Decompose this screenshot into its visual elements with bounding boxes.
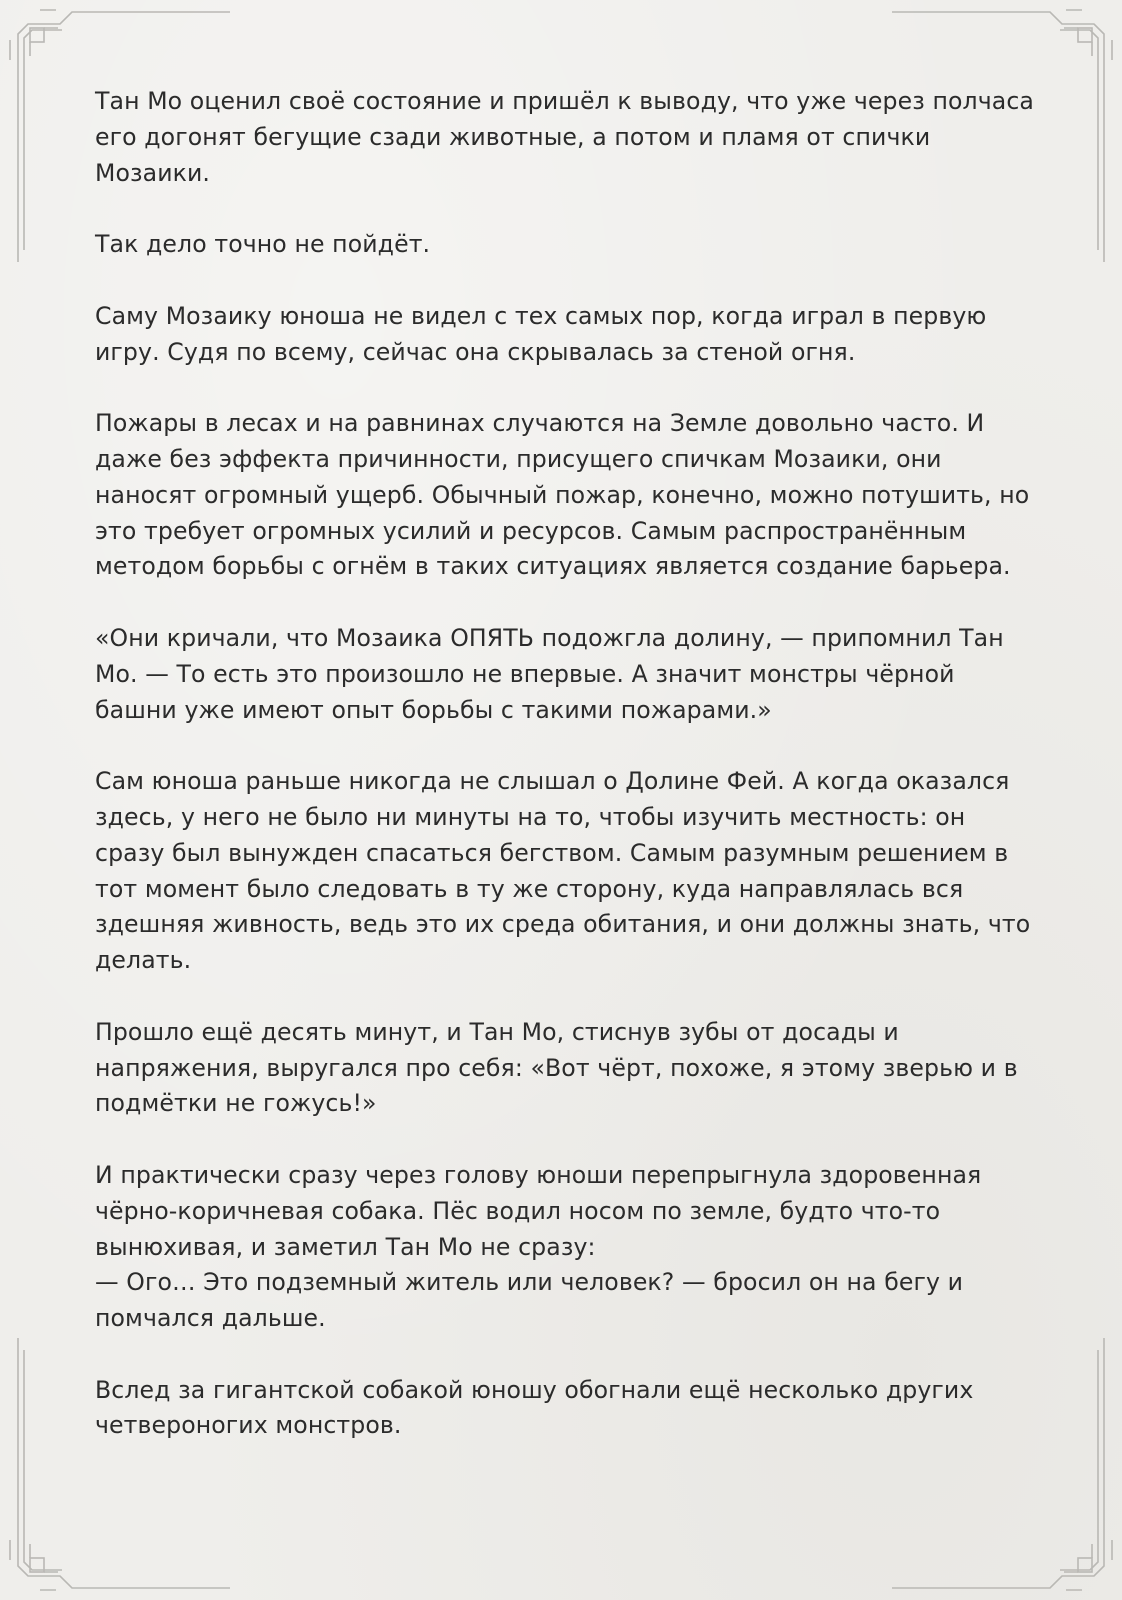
paragraph: И практически сразу через голову юноши перепрыгнула здоровенная чёрно-коричневая собака. Пёс водил носом по земле, будто что-то вынюхивая, и заметил Тан Мо не сразу: — Ого… Это подземный житель или человек? — бросил он на бегу и помчался дальше. xyxy=(95,1160,982,1333)
paragraph: Саму Мозаику юноша не видел с тех самых пор, когда играл в первую игру. Судя по всему, сейчас она скрывалась за стеной огня. xyxy=(95,301,987,366)
document-body xyxy=(95,84,1035,1444)
paragraph: Сам юноша раньше никогда не слышал о Долине Фей. А когда оказался здесь, у него не было ни минуты на то, чтобы изучить местность: он сразу был вынужден спасаться бегством. Самым разумным решением в тот момент было следовать в ту же сторону, куда направлялась вся здешняя живность, ведь это их среда обитания, и они должны знать, что делать. xyxy=(95,767,1031,975)
paragraph: Прошло ещё десять минут, и Тан Мо, стиснув зубы от досады и напряжения, выругался про себя: «Вот чёрт, похоже, я этому зверью и в подмётки не гожусь!» xyxy=(95,1017,1018,1118)
paragraph: Тан Мо оценил своё состояние и пришёл к выводу, что уже через полчаса его догонят бегущие сзади животные, а потом и пламя от спички Мозаики. xyxy=(95,87,1034,187)
paragraph: Пожары в лесах и на равнинах случаются на Земле довольно часто. И даже без эффекта причинности, присущего спичкам Мозаики, они наносят огромный ущерб. Обычный пожар, конечно, можно потушить, но это требует огромных усилий и ресурсов. Самым распространённым методом борьбы с огнём в таких ситуациях является создание барьера. xyxy=(95,409,1030,581)
paragraph: Так дело точно не пойдёт. xyxy=(95,230,431,259)
paragraph: «Они кричали, что Мозаика ОПЯТЬ подожгла долину, — припомнил Тан Мо. — То есть это произошло не впервые. А значит монстры чёрной башни уже имеют опыт борьбы с такими пожарами.» xyxy=(95,623,1004,724)
paragraph: Вслед за гигантской собакой юношу обогнали ещё несколько других четвероногих монстров. xyxy=(95,1375,974,1440)
